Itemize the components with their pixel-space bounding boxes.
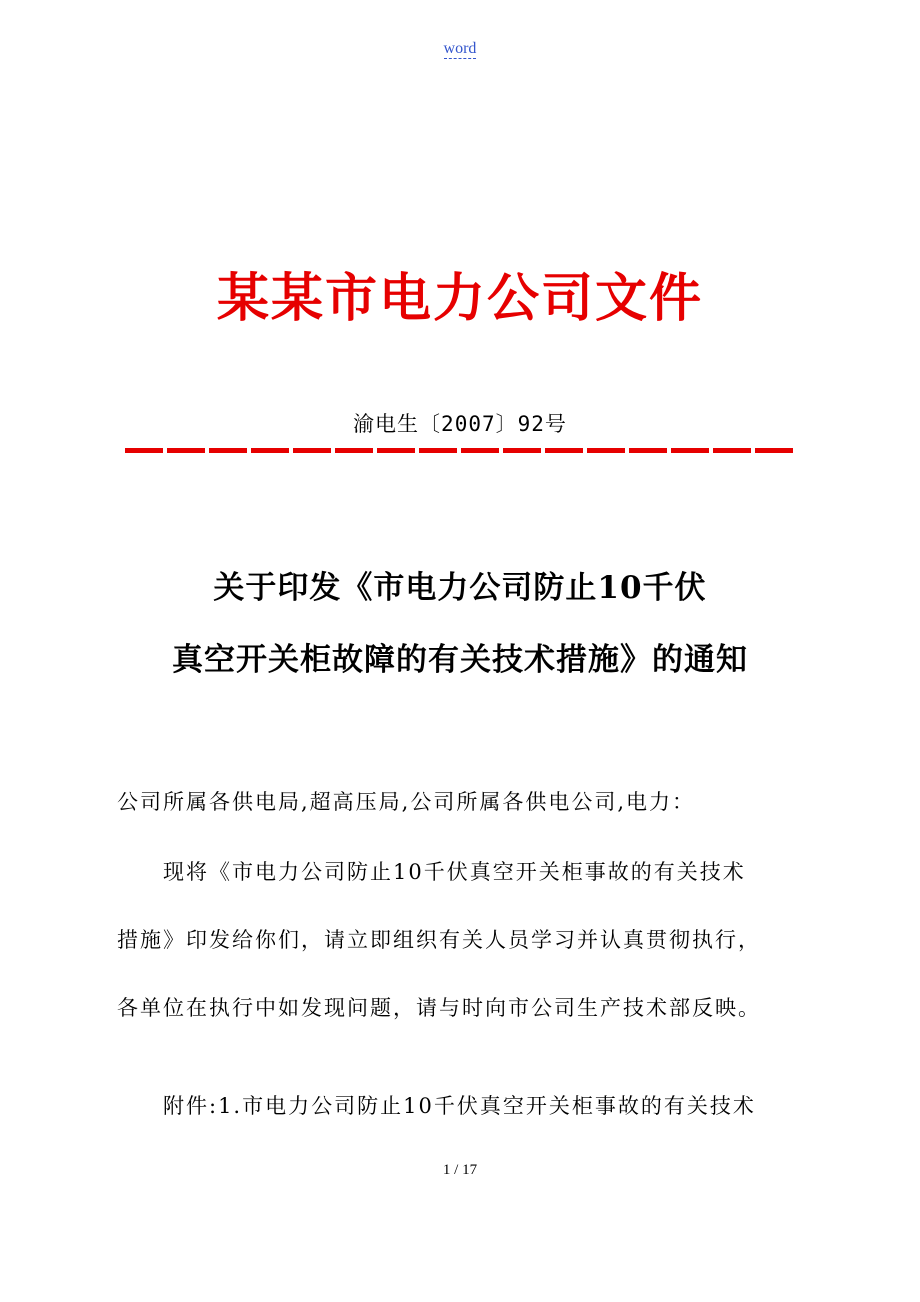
body-line-paragraph-end: 各单位在执行中如发现问题，请与时向市公司生产技术部反映。 [117, 996, 761, 1020]
red-divider-line [125, 448, 793, 453]
page-indicator: 1 / 17 [442, 1162, 478, 1178]
word-link[interactable]: word [443, 40, 477, 57]
notice-title-line-2: 真空开关柜故障的有关技术措施》的通知 [172, 642, 748, 678]
notice-title-line-1: 关于印发《市电力公司防止10千伏 [213, 570, 707, 606]
org-title: 某某市电力公司文件 [216, 268, 703, 329]
body-line-recipients: 公司所属各供电局,超高压局,公司所属各供电公司,电力： [117, 790, 696, 814]
document-number: 渝电生〔2007〕92号 [353, 412, 567, 436]
page-header [0, 40, 920, 58]
body-line-paragraph-cont: 措施》印发给你们，请立即组织有关人员学习并认真贯彻执行， [117, 928, 761, 952]
body-line-paragraph-start: 现将《市电力公司防止10千伏真空开关柜事故的有关技术 [163, 860, 746, 884]
body-line-attachment: 附件:1.市电力公司防止10千伏真空开关柜事故的有关技术 [163, 1094, 756, 1118]
